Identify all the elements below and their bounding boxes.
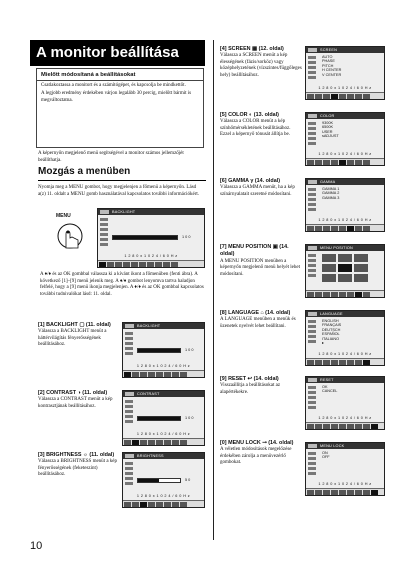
item-menu-position-text: A MENU POSITION menüben a képernyőn megjelenő menü helyét lehet módosítani.: [220, 258, 300, 277]
osd-header: CONTRAST: [137, 392, 160, 396]
osd-resolution: 1 2 8 0 x 1 0 2 4 / 6 0 H z: [136, 432, 191, 436]
heading-rule: [38, 180, 206, 181]
osd-list-item: DEUTSCH: [322, 327, 341, 332]
osd-list-item: 6500K: [322, 125, 333, 130]
osd-resolution: 1 2 8 0 x 1 0 2 4 / 6 0 H z: [318, 352, 372, 356]
osd-list-item: GAMMA 2: [322, 191, 340, 196]
osd-list-item: FRANÇAIS: [322, 323, 342, 328]
item-language-text: A LANGUAGE menüben a menük és üzenetek nyelvét lehet beállítani.: [220, 317, 296, 329]
item-reset-text: Visszaállítja a beállításokat az alapértékekre.: [220, 383, 281, 395]
osd-header: MENU LOCK: [320, 444, 345, 448]
section-heading: Mozgás a menüben: [38, 166, 131, 177]
item-language: [220, 310, 302, 330]
osd-resolution: 1 2 8 0 x 1 0 2 4 / 6 0 H z: [124, 254, 178, 258]
item-screen-title: [4] SCREEN ▦ (12. oldal): [220, 46, 284, 52]
item-brightness-text: Válassza a BRIGHTNESS menüt a kép fényerősségének (feketeszint) beállításához.: [38, 459, 118, 478]
reset-osd: [305, 376, 385, 430]
item-backlight-text: Válassza a BACKLIGHT menüt a háttérvilágítás fényerősségének beállításához.: [38, 329, 107, 348]
osd-value: 1 0 0: [185, 416, 194, 420]
item-backlight: [38, 322, 118, 349]
osd-list-item: ITALIANO: [322, 336, 340, 341]
osd-list-item: ▸: [322, 341, 324, 346]
osd-list-item: GAMMA 1: [322, 187, 340, 191]
notice-paragraph-2: A legjobb eredmény érdekében várjon legalább 30 percig, mielőtt bármit is megváltoztatna.: [41, 91, 192, 103]
osd-list-item: ENGLISH: [322, 319, 339, 323]
item-gamma-title: [6] GAMMA γ (14. oldal): [220, 178, 280, 184]
osd-list-item: OFF: [322, 455, 330, 460]
notice-box: [36, 68, 204, 148]
hand-pressing-icon: [56, 222, 88, 252]
osd-list-item: PITCH: [322, 63, 334, 68]
osd-resolution: 1 2 8 0 x 1 0 2 4 / 6 0 H z: [136, 364, 191, 368]
menu-lock-osd: [305, 442, 385, 496]
osd-header: BRIGHTNESS: [137, 454, 164, 458]
osd-header: LANGUAGE: [320, 312, 343, 316]
item-menu-position: [220, 244, 302, 278]
osd-header: RESET: [320, 378, 334, 382]
item-contrast-title: [2] CONTRAST ◑ (11. oldal): [38, 390, 108, 396]
item-screen: [220, 46, 302, 79]
gamma-osd: [305, 178, 385, 232]
item-backlight-title: [1] BACKLIGHT ▢ (11. oldal): [38, 322, 111, 328]
osd-list-item: USER: [322, 129, 333, 134]
osd-resolution: 1 2 8 0 x 1 0 2 4 / 6 0 H z: [136, 494, 191, 498]
osd-value: 1 0 0: [185, 348, 194, 352]
page-title: A monitor beállítása: [30, 40, 205, 66]
navigation-caption: A ♦/♦ és az OK gombbal válassza ki a kívánt ikont a főmenüben (fenti ábra). A következő [1]–[9] menü jelenik meg. A ♦/♦ gombot lenyomva tartva haladjon felfelé, hogy a [9] menü ikonja megjelenjen. A ♦/♦ és az OK gombbal kapcsolatos további tudnivalókat lásd: 11. oldal.: [40, 272, 204, 297]
position-grid: [322, 254, 368, 282]
brightness-osd: [122, 452, 205, 508]
osd-header: GAMMA: [320, 180, 336, 184]
item-color-title: [5] COLOR ◐ (13. oldal): [220, 112, 279, 118]
item-reset: [220, 376, 302, 396]
color-osd: [305, 112, 385, 166]
notice-paragraph-1: Csatlakoztassa a monitort és a számítógépet, és kapcsolja be mindkettőt.: [41, 83, 186, 88]
osd-resolution: 1 2 8 0 x 1 0 2 4 / 6 0 H z: [318, 86, 372, 90]
osd-list-item: sADJUST: [322, 134, 339, 139]
osd-header: BACKLIGHT: [137, 324, 161, 328]
contrast-osd: [122, 390, 205, 446]
osd-header: BACKLIGHT: [112, 210, 136, 214]
osd-list-item: 9300K: [322, 121, 333, 125]
item-menu-lock-text: A véletlen módosítások megelőzése érdekében zárolja a menüvezérlő gombokat.: [220, 447, 292, 466]
item-color-text: Válassza a COLOR menüt a kép színhőmérsékletének beállításához. Ezzel a képernyő tónusát állítja be.: [220, 119, 291, 138]
intro-text: A képernyőn megjelenő menü segítségével a monitor számos jellemzőjét beállíthatja.: [38, 151, 184, 163]
item-contrast-text: Válassza a CONTRAST menüt a kép kontrasztjának beállításához.: [38, 397, 113, 409]
item-menu-lock: [220, 440, 302, 467]
item-brightness: [38, 452, 118, 479]
osd-resolution: 1 2 8 0 x 1 0 2 4 / 6 0 H z: [318, 218, 372, 222]
osd-resolution: 1 2 8 0 x 1 0 2 4 / 6 0 H z: [318, 152, 372, 156]
backlight-osd: [122, 322, 205, 378]
item-gamma-text: Válassza a GAMMA menüt, ha a kép színárnyalatait szeretné módosítani.: [220, 185, 295, 197]
main-menu-osd: [97, 208, 205, 268]
notice-title: Mielőtt módosítaná a beállításokat: [37, 69, 203, 81]
item-gamma: [220, 178, 302, 198]
item-reset-title: [9] RESET ↩ (14. oldal): [220, 376, 279, 382]
osd-header: COLOR: [320, 114, 335, 118]
item-color: [220, 112, 302, 139]
item-menu-lock-title: [0] MENU LOCK ⊸ (14. oldal): [220, 440, 294, 446]
item-brightness-title: [3] BRIGHTNESS ☼ (11. oldal): [38, 452, 115, 458]
menu-button-label: MENU: [56, 213, 71, 219]
osd-resolution: 1 2 8 0 x 1 0 2 4 / 6 0 H z: [318, 416, 372, 420]
item-menu-position-title: [7] MENU POSITION ▣ (14. oldal): [220, 244, 289, 258]
osd-header: SCREEN: [320, 48, 338, 52]
osd-list-item: AUTO: [322, 55, 333, 59]
osd-resolution: 1 2 8 0 x 1 0 2 4 / 6 0 H z: [318, 482, 372, 486]
language-osd: [305, 310, 385, 366]
osd-value: 5 0: [185, 478, 191, 482]
osd-list-item: ON: [322, 451, 328, 455]
osd-list-item: GAMMA 3: [322, 195, 340, 200]
page-number: 10: [30, 540, 43, 552]
menu-position-osd: [305, 244, 385, 298]
section-text: Nyomja meg a MENU gombot, hogy megjelenjen a főmenü a képernyőn. Lásd a(z) 11. oldalt a MENU gomb használatával kapcsolatos további információkért.: [38, 185, 200, 197]
osd-value: 1 0 0: [182, 235, 191, 239]
column-divider: [213, 40, 214, 540]
screen-osd: [305, 46, 385, 100]
osd-list-item: OK: [322, 385, 328, 389]
backlight-icon: [100, 210, 109, 214]
item-contrast: [38, 390, 118, 410]
osd-list-item: CANCEL: [322, 389, 338, 394]
osd-list-item: V CENTER: [322, 72, 342, 77]
osd-list-item: ESPAÑOL: [322, 332, 340, 337]
osd-list-item: PHASE: [322, 59, 335, 64]
item-screen-text: Válassza a SCREEN menüt a kép élességének (fázis/sorköz) vagy középhelyzetének (vízszintes/függőleges hely) beállításához.: [220, 53, 302, 78]
osd-header: MENU POSITION: [320, 246, 353, 250]
item-language-title: [8] LANGUAGE ⌂ (14. oldal): [220, 310, 291, 316]
osd-list-item: H CENTER: [322, 68, 342, 73]
